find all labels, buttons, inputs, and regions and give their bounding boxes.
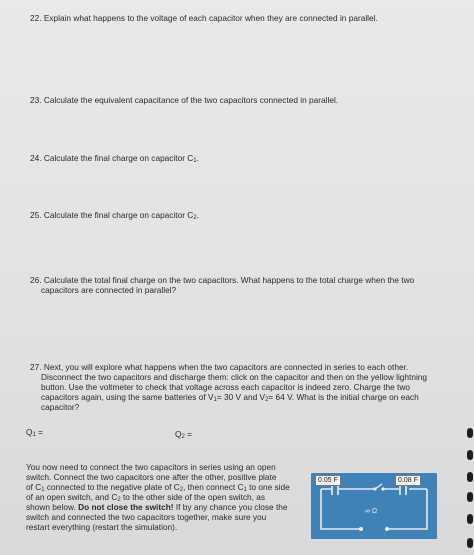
q1-equals: = [35,427,43,437]
instructions-line-7: restart everything (restart the simulation). [26,522,178,532]
question-25: 25. Calculate the final charge on capacitor C2. [30,210,199,221]
question-27-line-3: button. Use the voltmeter to check that voltage across each capacitor is indeed zero. Charge the two [41,382,410,392]
instructions-line-6: switch and connected the two capacitors together, make sure you [26,512,267,522]
circuit-diagram [311,473,437,539]
instructions-line-4-b: to the other side of the open switch, as [120,492,266,502]
q2-letter: Q [175,429,182,439]
question-26-line-1: 26. Calculate the total final charge on the two capacitors. What happens to the total charge when the two [30,275,415,285]
instructions-line-5 [26,502,287,513]
page-edge-binding [464,420,474,555]
do-not-close-warning: Do not close the switch! [78,502,174,512]
c1-subscript-a: 1 [41,487,45,493]
question-26-line-2: capacitors are connected in parallel? [41,285,177,295]
instructions-line-2: switch. Connect the two capacitors one after the other, positive plate [26,472,277,482]
question-24-subscript: 1 [193,158,197,164]
capacitor-1-label: 0.05 F [315,475,341,486]
c1-subscript-b: 1 [243,487,247,493]
instructions-line-3-a: of C [26,482,42,492]
capacitor-2-label: 0.08 F [395,475,421,486]
terminal-right [385,527,389,531]
c2-subscript-a: 2 [179,487,184,493]
v2-subscript: 2 [265,397,269,403]
terminal-left [359,527,363,531]
question-27-line-4-c: = 64 V. What is the initial charge on each [268,392,419,402]
instructions-line-1: You now need to connect the two capacitors in series using an open [26,462,276,472]
q1-letter: Q [26,427,33,437]
q1-subscript: 1 [32,432,36,438]
open-switch-symbol [373,484,384,491]
question-23: 23. Calculate the equivalent capacitance of the two capacitors connected in parallel. [30,95,339,105]
resistance-label: ∞ Ω [365,508,378,515]
instructions-line-3-b: connected to the negative plate of C [44,482,180,492]
answer-q1-label [26,427,43,441]
question-27-line-1: 27. Next, you will explore what happens when the two capacitors are connected in series to each other. [30,362,409,372]
question-25-subscript: 2 [193,215,197,221]
question-27-line-4-b: = 30 V and V [216,392,266,402]
question-27-line-4 [41,392,419,406]
question-22: 22. Explain what happens to the voltage of each capacitor when they are connected in parallel. [30,13,378,23]
instructions-line-3-d: to one side [246,482,290,492]
question-24: 24. Calculate the final charge on capacitor C1. [30,153,199,164]
question-27-line-4-a: capacitors again, using the same batteries of V [41,392,214,402]
q2-subscript: 2 [181,434,185,440]
c2-subscript-b: 2 [117,497,121,503]
question-27-line-2: Disconnect the two capacitors and discharge them: click on the capacitor and then on the yellow lightning [41,372,428,382]
instructions-line-3-c: , then connect C [183,482,244,492]
instructions-line-5-b: If by any chance you close the [173,502,288,512]
instructions-line-4-a: of an open switch, and C [26,492,118,502]
question-27-line-5: capacitor? [41,402,80,412]
v1-subscript: 1 [213,397,217,403]
instructions-line-5-a: shown below. [26,502,79,512]
q2-equals: = [184,429,192,439]
question-25-text: 25. Calculate the final charge on capacitor C [30,210,194,220]
question-24-text: 24. Calculate the final charge on capacitor C [30,153,194,163]
answer-q2-label [175,429,192,443]
